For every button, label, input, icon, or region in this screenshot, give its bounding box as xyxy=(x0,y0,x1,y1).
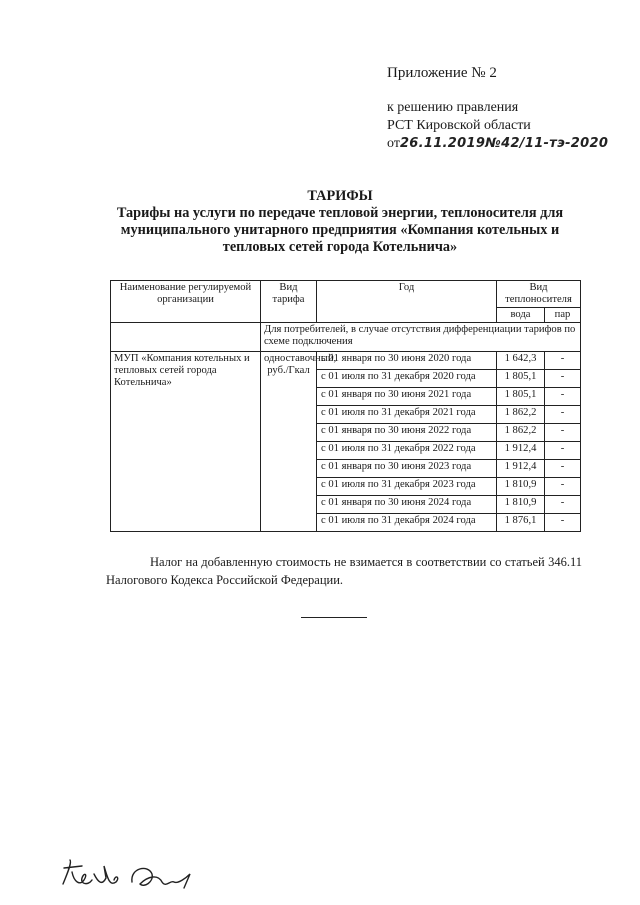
signature-image xyxy=(58,852,208,897)
water-tariff-cell: 1 805,1 xyxy=(497,370,545,388)
water-tariff-cell: 1 810,9 xyxy=(497,496,545,514)
period-cell: с 01 июля по 31 декабря 2024 года xyxy=(317,514,497,532)
period-cell: с 01 июля по 31 декабря 2021 года xyxy=(317,406,497,424)
period-cell: с 01 января по 30 июня 2023 года xyxy=(317,460,497,478)
decision-line-3 xyxy=(387,135,608,153)
steam-tariff-cell: - xyxy=(545,460,581,478)
document-subtitle: Тарифы на услуги по передаче тепловой энергии, теплоносителя для муниципального унитарного предприятия «Компания котельных и тепловых сетей города Котельнича» xyxy=(116,205,564,255)
water-tariff-cell: 1 805,1 xyxy=(497,388,545,406)
tariff-type-cell: одноставочный, руб./Гкал xyxy=(261,352,317,532)
consumers-blank-cell xyxy=(111,323,261,352)
water-tariff-cell: 1 862,2 xyxy=(497,406,545,424)
period-cell: с 01 января по 30 июня 2021 года xyxy=(317,388,497,406)
period-cell: с 01 января по 30 июня 2022 года xyxy=(317,424,497,442)
decision-prefix: от xyxy=(387,136,400,151)
consumers-note: Для потребителей, в случае отсутствия дифференциации тарифов по схеме подключения xyxy=(261,323,581,352)
period-cell: с 01 июля по 31 декабря 2020 года xyxy=(317,370,497,388)
water-tariff-cell: 1 876,1 xyxy=(497,514,545,532)
decision-line-1: к решению правления xyxy=(387,100,519,115)
steam-tariff-cell: - xyxy=(545,370,581,388)
header-carrier: Вид теплоносителя xyxy=(497,281,581,308)
water-tariff-cell: 1 810,9 xyxy=(497,478,545,496)
decision-date-number: 26.11.2019№42/11-тэ-2020 xyxy=(399,136,609,151)
period-cell: с 01 июля по 31 декабря 2022 года xyxy=(317,442,497,460)
water-tariff-cell: 1 912,4 xyxy=(497,442,545,460)
vat-footnote: Налог на добавленную стоимость не взимается в соответствии со статьей 346.11 Налогового Кодекса Российской Федерации. xyxy=(106,555,582,587)
steam-tariff-cell: - xyxy=(545,388,581,406)
decision-reference xyxy=(387,99,608,153)
consumers-row xyxy=(111,323,581,352)
header-water: вода xyxy=(497,308,545,323)
period-cell: с 01 января по 30 июня 2024 года xyxy=(317,496,497,514)
water-tariff-cell: 1 642,3 xyxy=(497,352,545,370)
period-cell: с 01 июля по 31 декабря 2023 года xyxy=(317,478,497,496)
decision-line-2: РСТ Кировской области xyxy=(387,118,531,133)
header-steam: пар xyxy=(545,308,581,323)
steam-tariff-cell: - xyxy=(545,478,581,496)
header-org: Наименование регулируемой организации xyxy=(111,281,261,323)
steam-tariff-cell: - xyxy=(545,496,581,514)
tariffs-table xyxy=(110,280,581,532)
steam-tariff-cell: - xyxy=(545,424,581,442)
title-block xyxy=(100,188,580,256)
table-header-row xyxy=(111,281,581,308)
steam-tariff-cell: - xyxy=(545,406,581,424)
header-year: Год xyxy=(317,281,497,323)
steam-tariff-cell: - xyxy=(545,352,581,370)
header-tariff-type: Вид тарифа xyxy=(261,281,317,323)
water-tariff-cell: 1 912,4 xyxy=(497,460,545,478)
steam-tariff-cell: - xyxy=(545,442,581,460)
water-tariff-cell: 1 862,2 xyxy=(497,424,545,442)
steam-tariff-cell: - xyxy=(545,514,581,532)
document-title: ТАРИФЫ xyxy=(307,188,373,204)
period-cell: с 01 января по 30 июня 2020 года xyxy=(317,352,497,370)
table-row xyxy=(111,352,581,370)
closing-rule xyxy=(301,617,367,618)
org-name-cell: МУП «Компания котельных и тепловых сетей города Котельнича» xyxy=(111,352,261,532)
appendix-label: Приложение № 2 xyxy=(387,65,497,81)
